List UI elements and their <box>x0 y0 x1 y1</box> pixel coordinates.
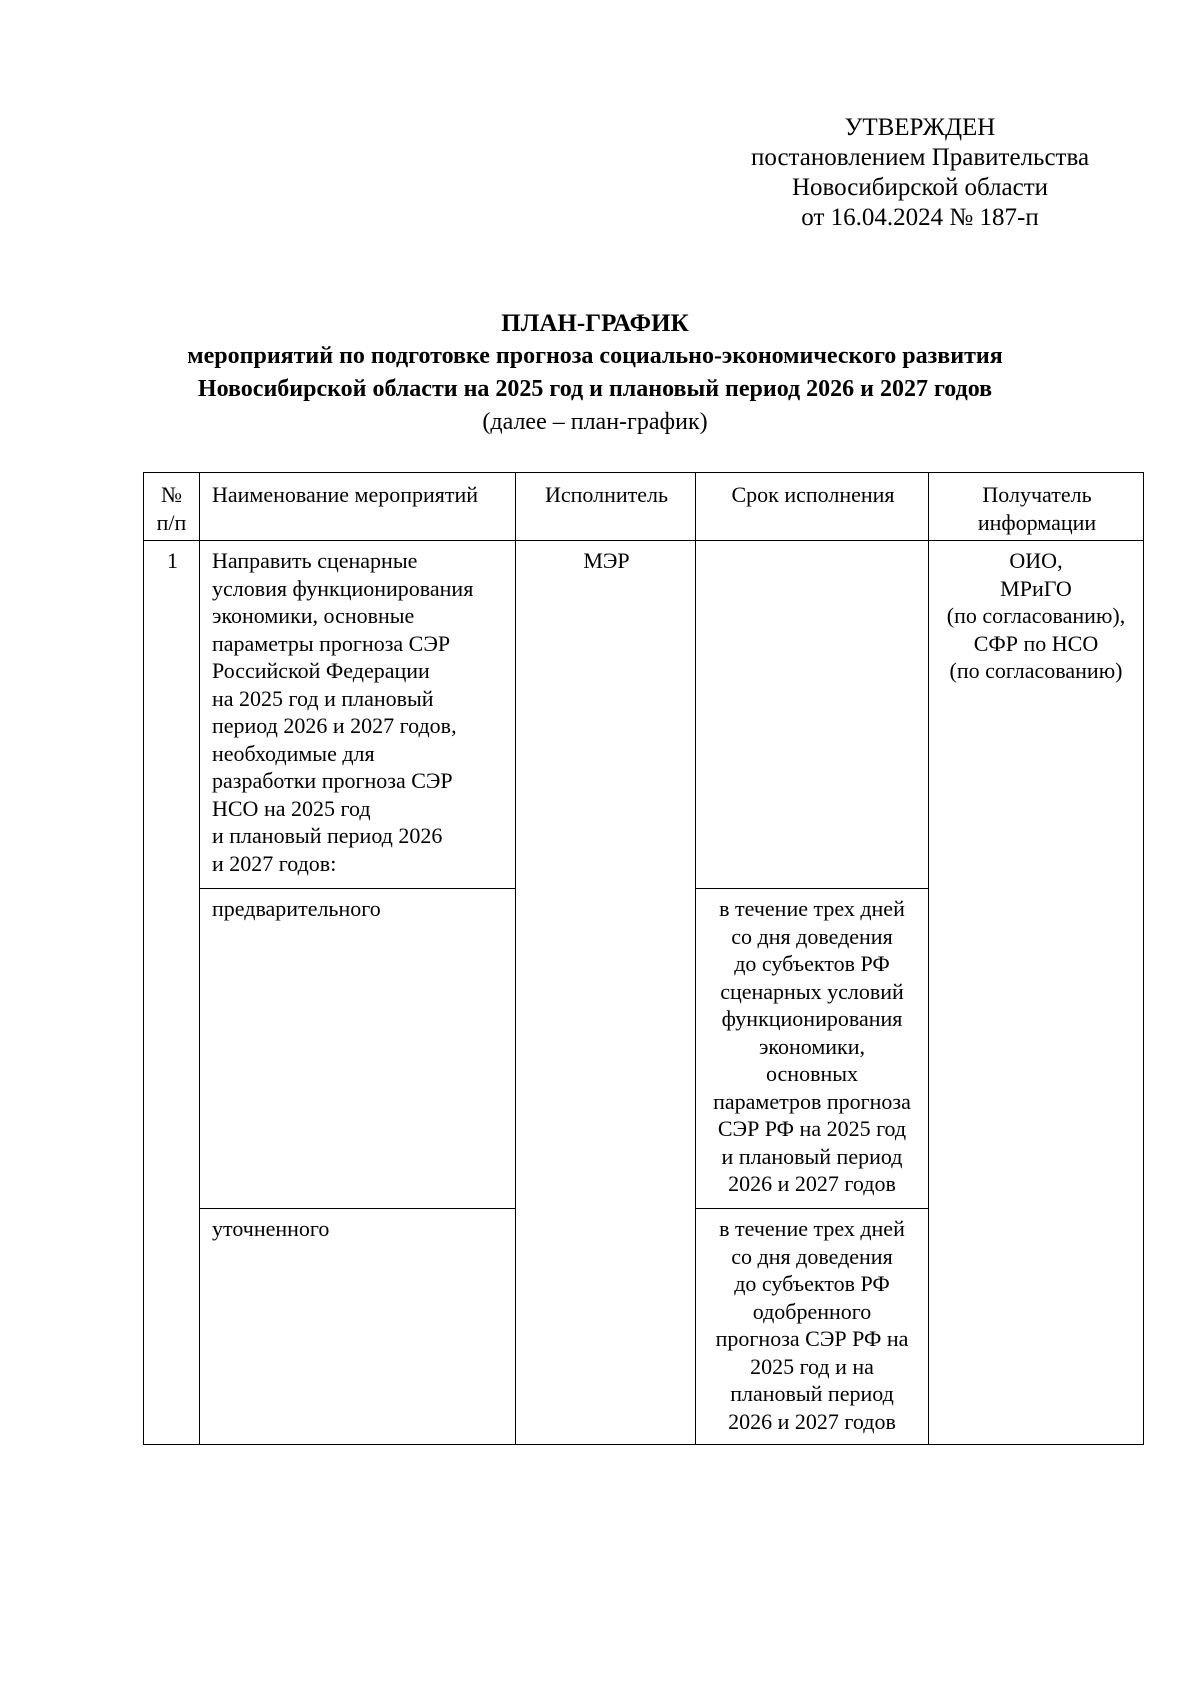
row-term <box>696 541 929 889</box>
header-executor: Исполнитель <box>516 473 696 541</box>
table-header-row <box>144 473 1144 541</box>
title-line-2: мероприятий по подготовке прогноза социально-экономического развития <box>187 343 1003 369</box>
header-recipient: Получатель информации <box>929 473 1144 541</box>
title-line-4: (далее – план-график) <box>482 409 708 435</box>
title-line-3: Новосибирской области на 2025 год и плановый период 2026 и 2027 годов <box>197 376 993 402</box>
plan-table <box>143 472 1144 1445</box>
table-row <box>144 541 1144 889</box>
subrow-term-refined: в течение трех дней со дня доведения до субъектов РФ одобренного прогноза СЭР РФ на 2025 год и на плановый период 2026 и 2027 годов <box>696 1209 929 1445</box>
row-recipient: ОИО, МРиГО (по согласованию), СФР по НСО (по согласованию) <box>929 541 1144 1445</box>
header-name: Наименование мероприятий <box>200 473 516 541</box>
subrow-name-refined: уточненного <box>200 1209 516 1445</box>
header-num: № п/п <box>144 473 200 541</box>
approval-line-2: постановлением Правительства <box>750 144 1090 171</box>
row-name: Направить сценарные условия функционирования экономики, основные параметры прогноза СЭР Российской Федерации на 2025 год и плановый период 2026 и 2027 годов, необходимые для разработки прогноза СЭР НСО на 2025 год и плановый период 2026 и 2027 годов: <box>200 541 516 889</box>
title-heading: ПЛАН-ГРАФИК <box>501 310 689 337</box>
header-term: Срок исполнения <box>696 473 929 541</box>
subrow-term-preliminary: в течение трех дней со дня доведения до субъектов РФ сценарных условий функционирования экономики, основных параметров прогноза СЭР РФ на 2025 год и плановый период 2026 и 2027 годов <box>696 889 929 1209</box>
row-num: 1 <box>144 541 200 1445</box>
approval-stamp <box>700 113 1140 233</box>
approval-line-1: УТВЕРЖДЕН <box>844 114 996 141</box>
approval-line-4: от 16.04.2024 № 187-п <box>801 204 1039 231</box>
subrow-name-preliminary: предварительного <box>200 889 516 1209</box>
approval-line-3: Новосибирской области <box>791 174 1049 201</box>
row-executor: МЭР <box>516 541 696 1445</box>
document-title <box>0 307 1190 439</box>
